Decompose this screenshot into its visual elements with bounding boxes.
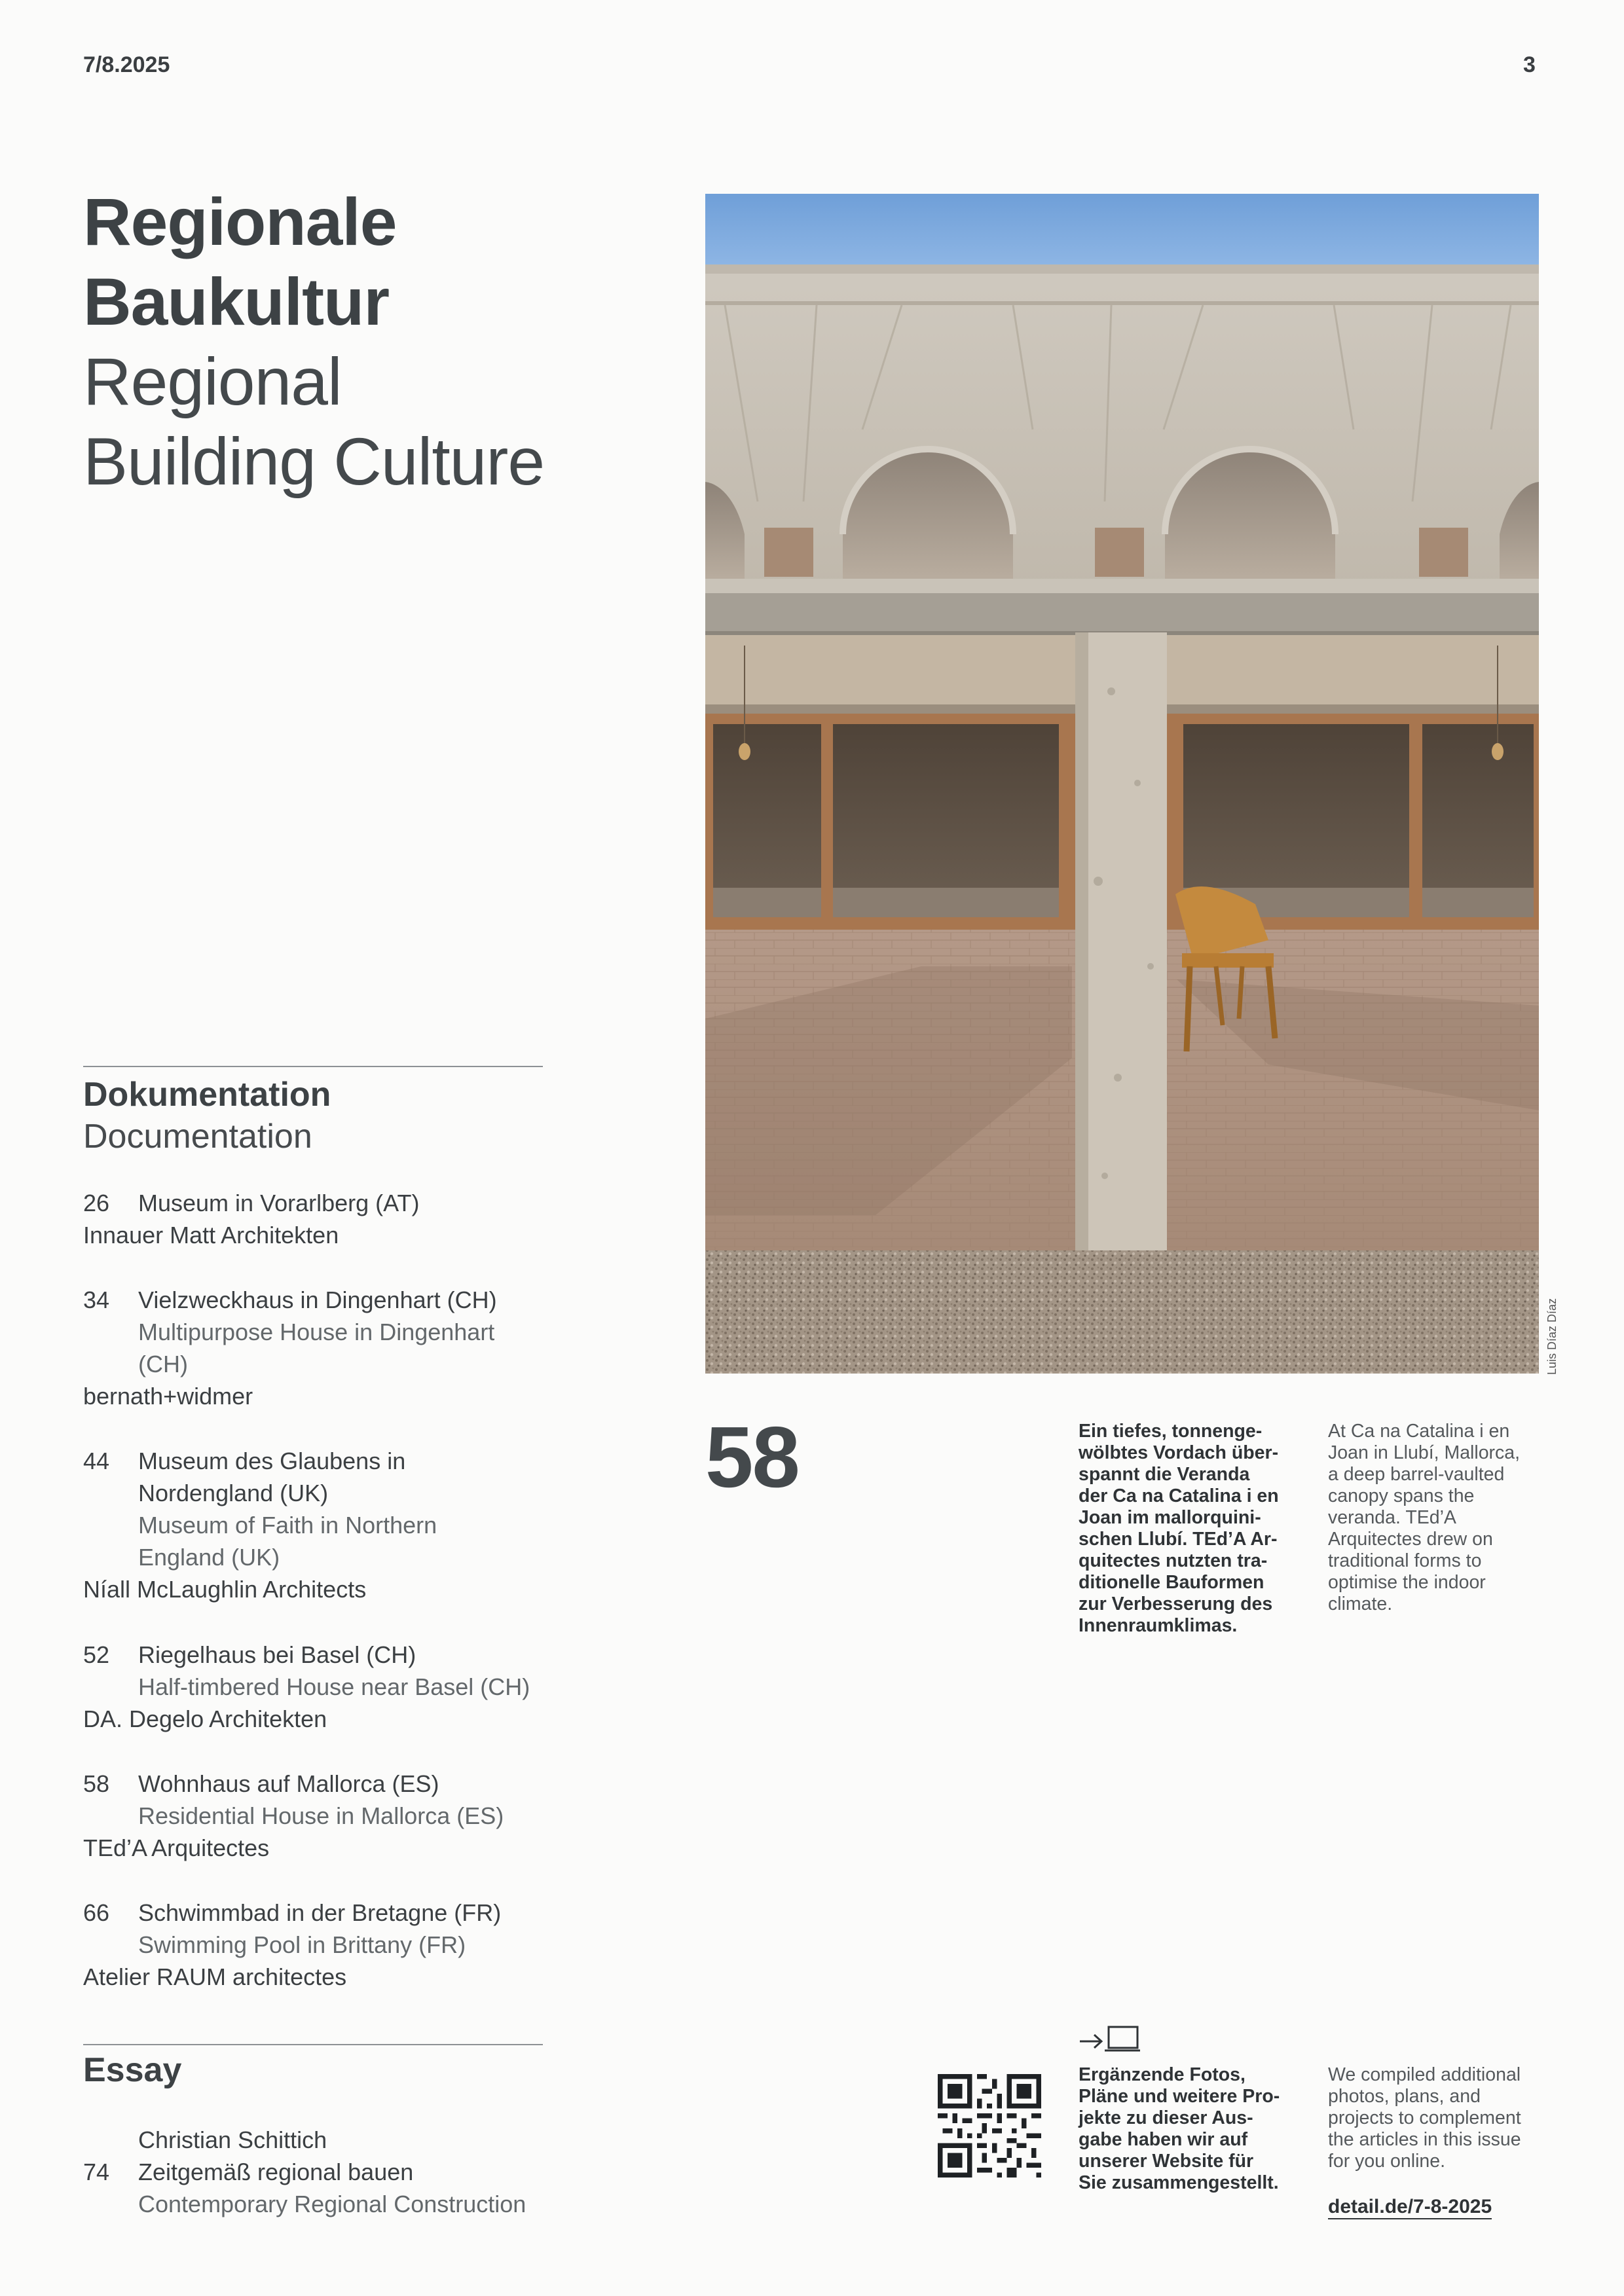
toc-title-en: Residential House in Mallorca (ES) [138, 1802, 504, 1829]
online-text-de-line: gabe haben wir auf [1079, 2129, 1248, 2150]
toc-architect: TEd’A Arquitectes [83, 1834, 270, 1861]
toc-page-number: 74 [83, 2159, 110, 2185]
toc-title-en: Museum of Faith in Northern [138, 1512, 437, 1539]
caption-en-line: Arquitectes drew on [1328, 1529, 1493, 1550]
toc-entry[interactable] [83, 1187, 581, 1252]
essay-title-en: Contemporary Regional Construction [138, 2191, 526, 2217]
caption-en-line: canopy spans the [1328, 1485, 1475, 1506]
page-number: 3 [1523, 52, 1536, 77]
caption-en-line: a deep barrel-vaulted [1328, 1464, 1505, 1485]
essay-rule [83, 2044, 543, 2045]
toc-page-number: 58 [83, 1770, 110, 1797]
photo-credit: Luis Díaz Díaz [1545, 1298, 1559, 1375]
online-text-en-line: the articles in this issue [1328, 2129, 1521, 2150]
toc-entry[interactable] [83, 1639, 581, 1737]
caption-de-line: wölbtes Vordach über- [1079, 1442, 1279, 1463]
caption-en-line: traditional forms to [1328, 1550, 1482, 1571]
online-text-en-line: We compiled additional [1328, 2064, 1521, 2085]
online-text-en-line: projects to complement [1328, 2107, 1521, 2128]
website-link[interactable]: detail.de/7-8-2025 [1328, 2196, 1492, 2219]
feature-page-number: 58 [705, 1409, 799, 1505]
documentation-heading-de: Dokumentation [83, 1076, 331, 1114]
online-text-de-line: Pläne und weitere Pro- [1079, 2086, 1280, 2107]
caption-en-line: veranda. TEd’A [1328, 1507, 1456, 1528]
documentation-rule [83, 1066, 543, 1067]
caption-en-line: climate. [1328, 1594, 1393, 1614]
essay-entry[interactable] [83, 2124, 581, 2222]
toc-title-de: Schwimmbad in der Bretagne (FR) [138, 1899, 502, 1926]
toc-title-en: (CH) [138, 1351, 188, 1377]
feature-photo [705, 194, 1539, 1374]
toc-title-de: Museum des Glaubens in [138, 1448, 406, 1474]
toc-page-number: 66 [83, 1899, 110, 1926]
title-de-line-2: Baukultur [83, 264, 390, 339]
essay-author: Christian Schittich [138, 2126, 327, 2153]
toc-title-en: Swimming Pool in Brittany (FR) [138, 1931, 466, 1958]
caption-de-line: schen Llubí. TEd’A Ar- [1079, 1529, 1278, 1550]
toc-page-number: 26 [83, 1190, 110, 1216]
caption-en-line: At Ca na Catalina i en [1328, 1421, 1510, 1442]
caption-de-line: der Ca na Catalina i en [1079, 1485, 1279, 1506]
caption-en-line: Joan in Llubí, Mallorca, [1328, 1442, 1521, 1463]
toc-title-de: Museum in Vorarlberg (AT) [138, 1190, 420, 1216]
essay-title-de: Zeitgemäß regional bauen [138, 2159, 414, 2185]
toc-entry[interactable] [83, 1768, 581, 1866]
toc-entry[interactable] [83, 1445, 581, 1609]
toc-architect: Níall McLaughlin Architects [83, 1576, 367, 1603]
toc-title-de: Vielzweckhaus in Dingenhart (CH) [138, 1286, 497, 1313]
online-text-en [1328, 2064, 1521, 2172]
toc-architect: Atelier RAUM architectes [83, 1963, 347, 1990]
qr-code-icon[interactable] [938, 2074, 1041, 2181]
caption-en [1328, 1421, 1520, 1615]
caption-de-line: zur Verbesserung des [1079, 1594, 1273, 1614]
toc-title-de: Nordengland (UK) [138, 1480, 329, 1506]
online-text-de [1079, 2064, 1280, 2194]
page-title [83, 182, 544, 501]
toc-entry[interactable] [83, 1284, 581, 1415]
essay-heading: Essay [83, 2051, 182, 2089]
title-en-line-2: Building Culture [83, 424, 545, 499]
title-de-line-1: Regionale [83, 185, 397, 259]
caption-de-line: Joan im mallorquini- [1079, 1507, 1261, 1528]
online-text-de-line: Ergänzende Fotos, [1079, 2064, 1246, 2085]
toc-page-number: 34 [83, 1286, 110, 1313]
toc-title-de: Riegelhaus bei Basel (CH) [138, 1641, 416, 1668]
online-text-en-line: photos, plans, and [1328, 2086, 1481, 2107]
caption-de-line: quitectes nutzten tra- [1079, 1550, 1268, 1571]
documentation-heading [83, 1074, 331, 1157]
toc-entry[interactable] [83, 1897, 581, 1995]
caption-de [1079, 1421, 1279, 1637]
title-en-line-1: Regional [83, 344, 342, 419]
toc-page-number: 44 [83, 1448, 110, 1474]
toc-title-en: Multipurpose House in Dingenhart [138, 1319, 495, 1345]
documentation-heading-en: Documentation [83, 1118, 312, 1156]
issue-date: 7/8.2025 [83, 52, 170, 77]
toc-title-en: England (UK) [138, 1544, 280, 1571]
caption-de-line: ditionelle Bauformen [1079, 1572, 1264, 1593]
arrow-to-screen-icon [1079, 2023, 1141, 2059]
toc-architect: DA. Degelo Architekten [83, 1705, 327, 1732]
toc-title-de: Wohnhaus auf Mallorca (ES) [138, 1770, 439, 1797]
caption-en-line: optimise the indoor [1328, 1572, 1486, 1593]
caption-de-line: Innenraumklimas. [1079, 1615, 1238, 1636]
online-text-de-line: jekte zu dieser Aus- [1079, 2107, 1253, 2128]
toc-architect: Innauer Matt Architekten [83, 1222, 339, 1248]
toc-page-number: 52 [83, 1641, 110, 1668]
online-text-en-line: for you online. [1328, 2151, 1446, 2172]
toc-architect: bernath+widmer [83, 1383, 253, 1410]
caption-de-line: Ein tiefes, tonnenge- [1079, 1421, 1263, 1442]
toc-title-en: Half-timbered House near Basel (CH) [138, 1673, 530, 1700]
online-text-de-line: Sie zusammengestellt. [1079, 2172, 1279, 2193]
online-text-de-line: unserer Website für [1079, 2151, 1254, 2172]
caption-de-line: spannt die Veranda [1079, 1464, 1250, 1485]
